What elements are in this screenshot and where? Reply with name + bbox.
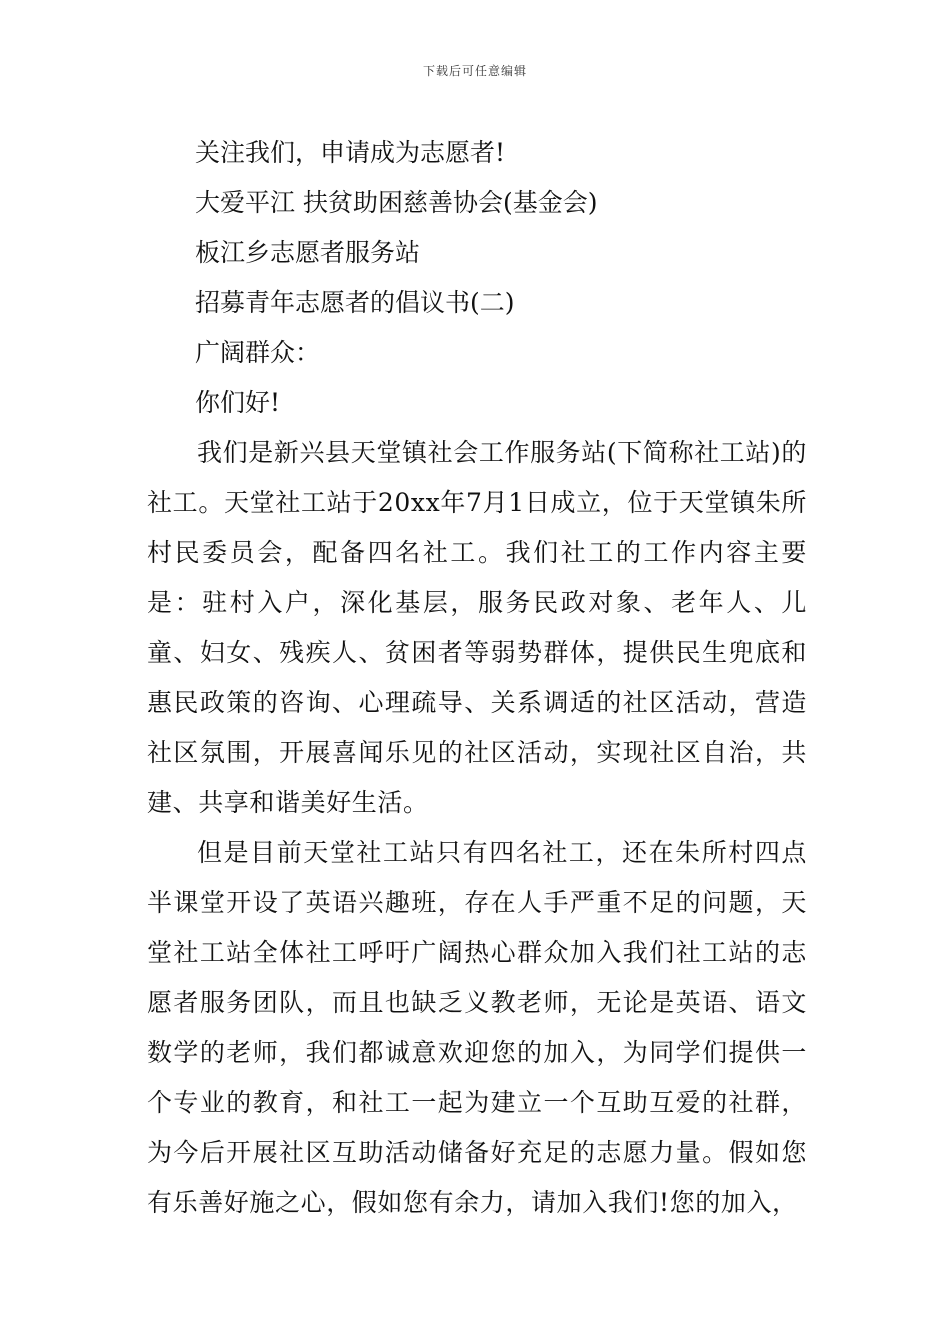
page-header: 下载后可任意编辑 — [422, 64, 527, 78]
association-name-line: 大爱平江 扶贫助困慈善协会(基金会) — [195, 188, 598, 217]
document-title: 招募青年志愿者的倡议书(二) — [195, 288, 515, 317]
station-name-line: 板江乡志愿者服务站 — [195, 238, 421, 267]
body-paragraph-appeal: 但是目前天堂社工站只有四名社工，还在朱所村四点半课堂开设了英语兴趣班，存在人手严重不足的问题，天堂社工站全体社工呼吁广阔热心群众加入我们社工站的志愿者服务团队，而且也缺乏义教老师，无论是英语、语文数学的老师，我们都诚意欢迎您的加入，为同学们提供一个专业的教育，和社工一起为建立一个互助互爱的社群，为今后开展社区互助活动储备好充足的志愿力量。假如您有乐善好施之心，假如您有余力，请加入我们!您的加入， — [147, 838, 807, 1217]
follow-us-line: 关注我们，申请成为志愿者! — [195, 138, 506, 167]
document-body — [147, 128, 807, 1228]
body-paragraph-intro: 我们是新兴县天堂镇社会工作服务站(下简称社工站)的社工。天堂社工站于20xx年7月1日成立，位于天堂镇朱所村民委员会，配备四名社工。我们社工的工作内容主要是：驻村入户，深化基层，服务民政对象、老年人、儿童、妇女、残疾人、贫困者等弱势群体，提供民生兜底和惠民政策的咨询、心理疏导、关系调适的社区活动，营造社区氛围，开展喜闻乐见的社区活动，实现社区自治，共建、共享和谐美好生活。 — [147, 438, 807, 817]
greeting: 你们好! — [195, 388, 281, 417]
salutation: 广阔群众： — [195, 338, 321, 367]
